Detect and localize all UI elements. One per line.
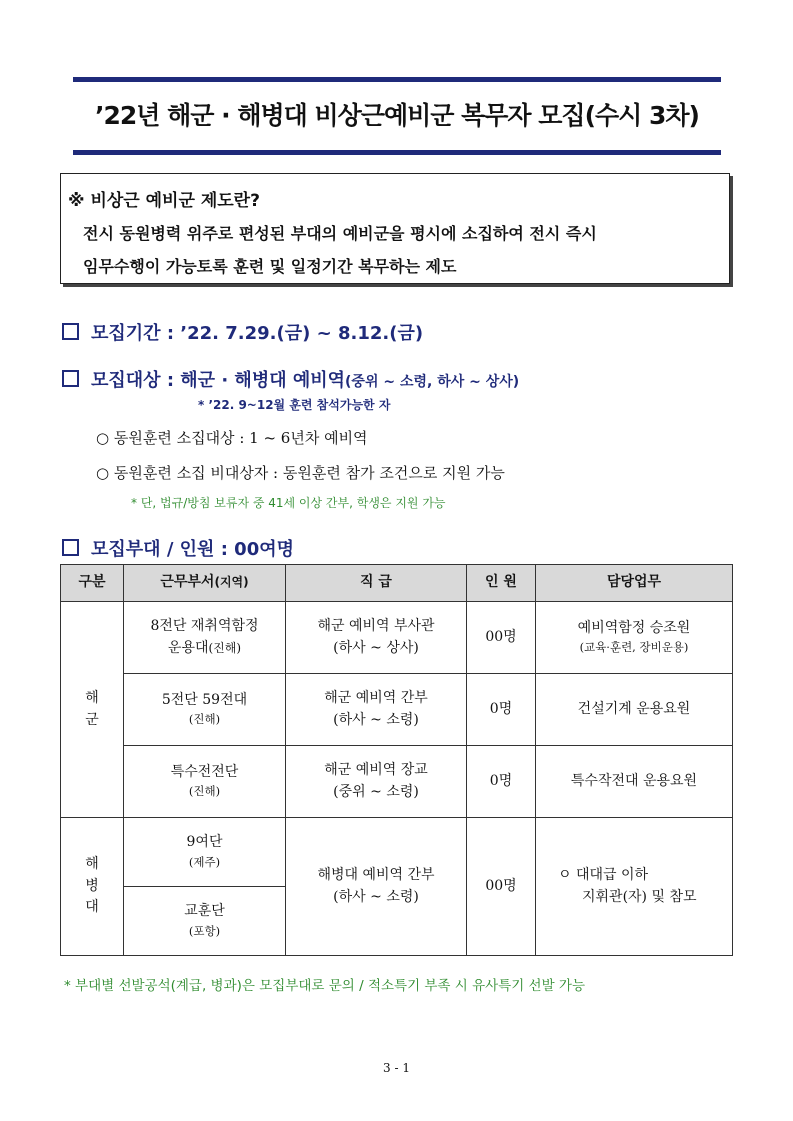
- target-bullet-2: ○ 동원훈련 소집 비대상자 : 동원훈련 참가 조건으로 지원 가능: [96, 464, 505, 482]
- duty-cell: 건설기계 운용요원: [536, 674, 733, 746]
- rank-cell: 해군 예비역 간부 (하사 ~ 소령): [286, 674, 467, 746]
- section-units: [62, 535, 294, 561]
- page-number: 3 - 1: [383, 1061, 410, 1075]
- dept-cell: 9여단 (제주): [124, 818, 286, 887]
- definition-text-line2: 임무수행이 가능토록 훈련 및 일정기간 복무하는 제도: [83, 257, 457, 276]
- table-row: [61, 746, 733, 818]
- title-top-rule: [73, 77, 721, 82]
- table-row: [61, 674, 733, 746]
- target-bullet-2-note: * 단, 법규/방침 보류자 중 41세 이상 간부, 학생은 지원 가능: [131, 496, 446, 510]
- table-row: [61, 602, 733, 674]
- definition-text-line1: 전시 동원병력 위주로 편성된 부대의 예비군을 평시에 소집하여 전시 즉시: [83, 224, 597, 243]
- rank-cell: 해병대 예비역 간부 (하사 ~ 소령): [286, 818, 467, 956]
- checkbox-square-icon: [62, 323, 79, 340]
- target-bullet-1: ○ 동원훈련 소집대상 : 1 ~ 6년차 예비역: [96, 429, 368, 447]
- count-cell: 00명: [467, 818, 536, 956]
- rank-cell: 해군 예비역 장교 (중위 ~ 소령): [286, 746, 467, 818]
- target-label: 모집대상 : 해군 · 해병대 예비역: [91, 370, 346, 391]
- title-bottom-rule: [73, 150, 721, 155]
- table-header-row: [61, 565, 733, 602]
- header-duty: 담당업무: [536, 565, 733, 602]
- table-footnote: * 부대별 선발공석(계급, 병과)은 모집부대로 문의 / 적소특기 부족 시 유사특기 선발 가능: [64, 978, 586, 994]
- dept-cell: 8전단 재취역함정 운용대(진해): [124, 602, 286, 674]
- header-rank: 직 급: [286, 565, 467, 602]
- count-cell: 00명: [467, 602, 536, 674]
- header-count: 인 원: [467, 565, 536, 602]
- dept-cell: 5전단 59전대 (진해): [124, 674, 286, 746]
- definition-heading: ※ 비상근 예비군 제도란?: [68, 191, 260, 211]
- dept-cell: 교훈단 (포항): [124, 887, 286, 956]
- category-marines: 해 병 대: [61, 818, 124, 956]
- section-target: [62, 366, 519, 392]
- checkbox-square-icon: [62, 370, 79, 387]
- units-label: 모집부대 / 인원 : 00여명: [91, 539, 294, 560]
- count-cell: 0명: [467, 746, 536, 818]
- count-cell: 0명: [467, 674, 536, 746]
- section-period: [62, 319, 423, 345]
- duty-cell: ㅇ 대대급 이하 지휘관(자) 및 참모: [536, 818, 733, 956]
- duty-cell: 특수작전대 운용요원: [536, 746, 733, 818]
- table-row: [61, 818, 733, 887]
- duty-cell: 예비역함정 승조원 (교육·훈련, 장비운용): [536, 602, 733, 674]
- category-navy: 해 군: [61, 602, 124, 818]
- recruitment-table: [60, 564, 733, 956]
- dept-cell: 특수전전단 (진해): [124, 746, 286, 818]
- checkbox-square-icon: [62, 539, 79, 556]
- period-label: 모집기간 : ’22. 7.29.(금) ~ 8.12.(금): [91, 323, 424, 344]
- page-title: ’22년 해군 · 해병대 비상근예비군 복무자 모집(수시 3차): [95, 101, 699, 130]
- header-category: 구분: [61, 565, 124, 602]
- target-note: * ’22. 9~12월 훈련 참석가능한 자: [198, 398, 391, 412]
- header-department: 근무부서(지역): [124, 565, 286, 602]
- rank-cell: 해군 예비역 부사관 (하사 ~ 상사): [286, 602, 467, 674]
- target-rank-range: (중위 ~ 소령, 하사 ~ 상사): [345, 374, 520, 390]
